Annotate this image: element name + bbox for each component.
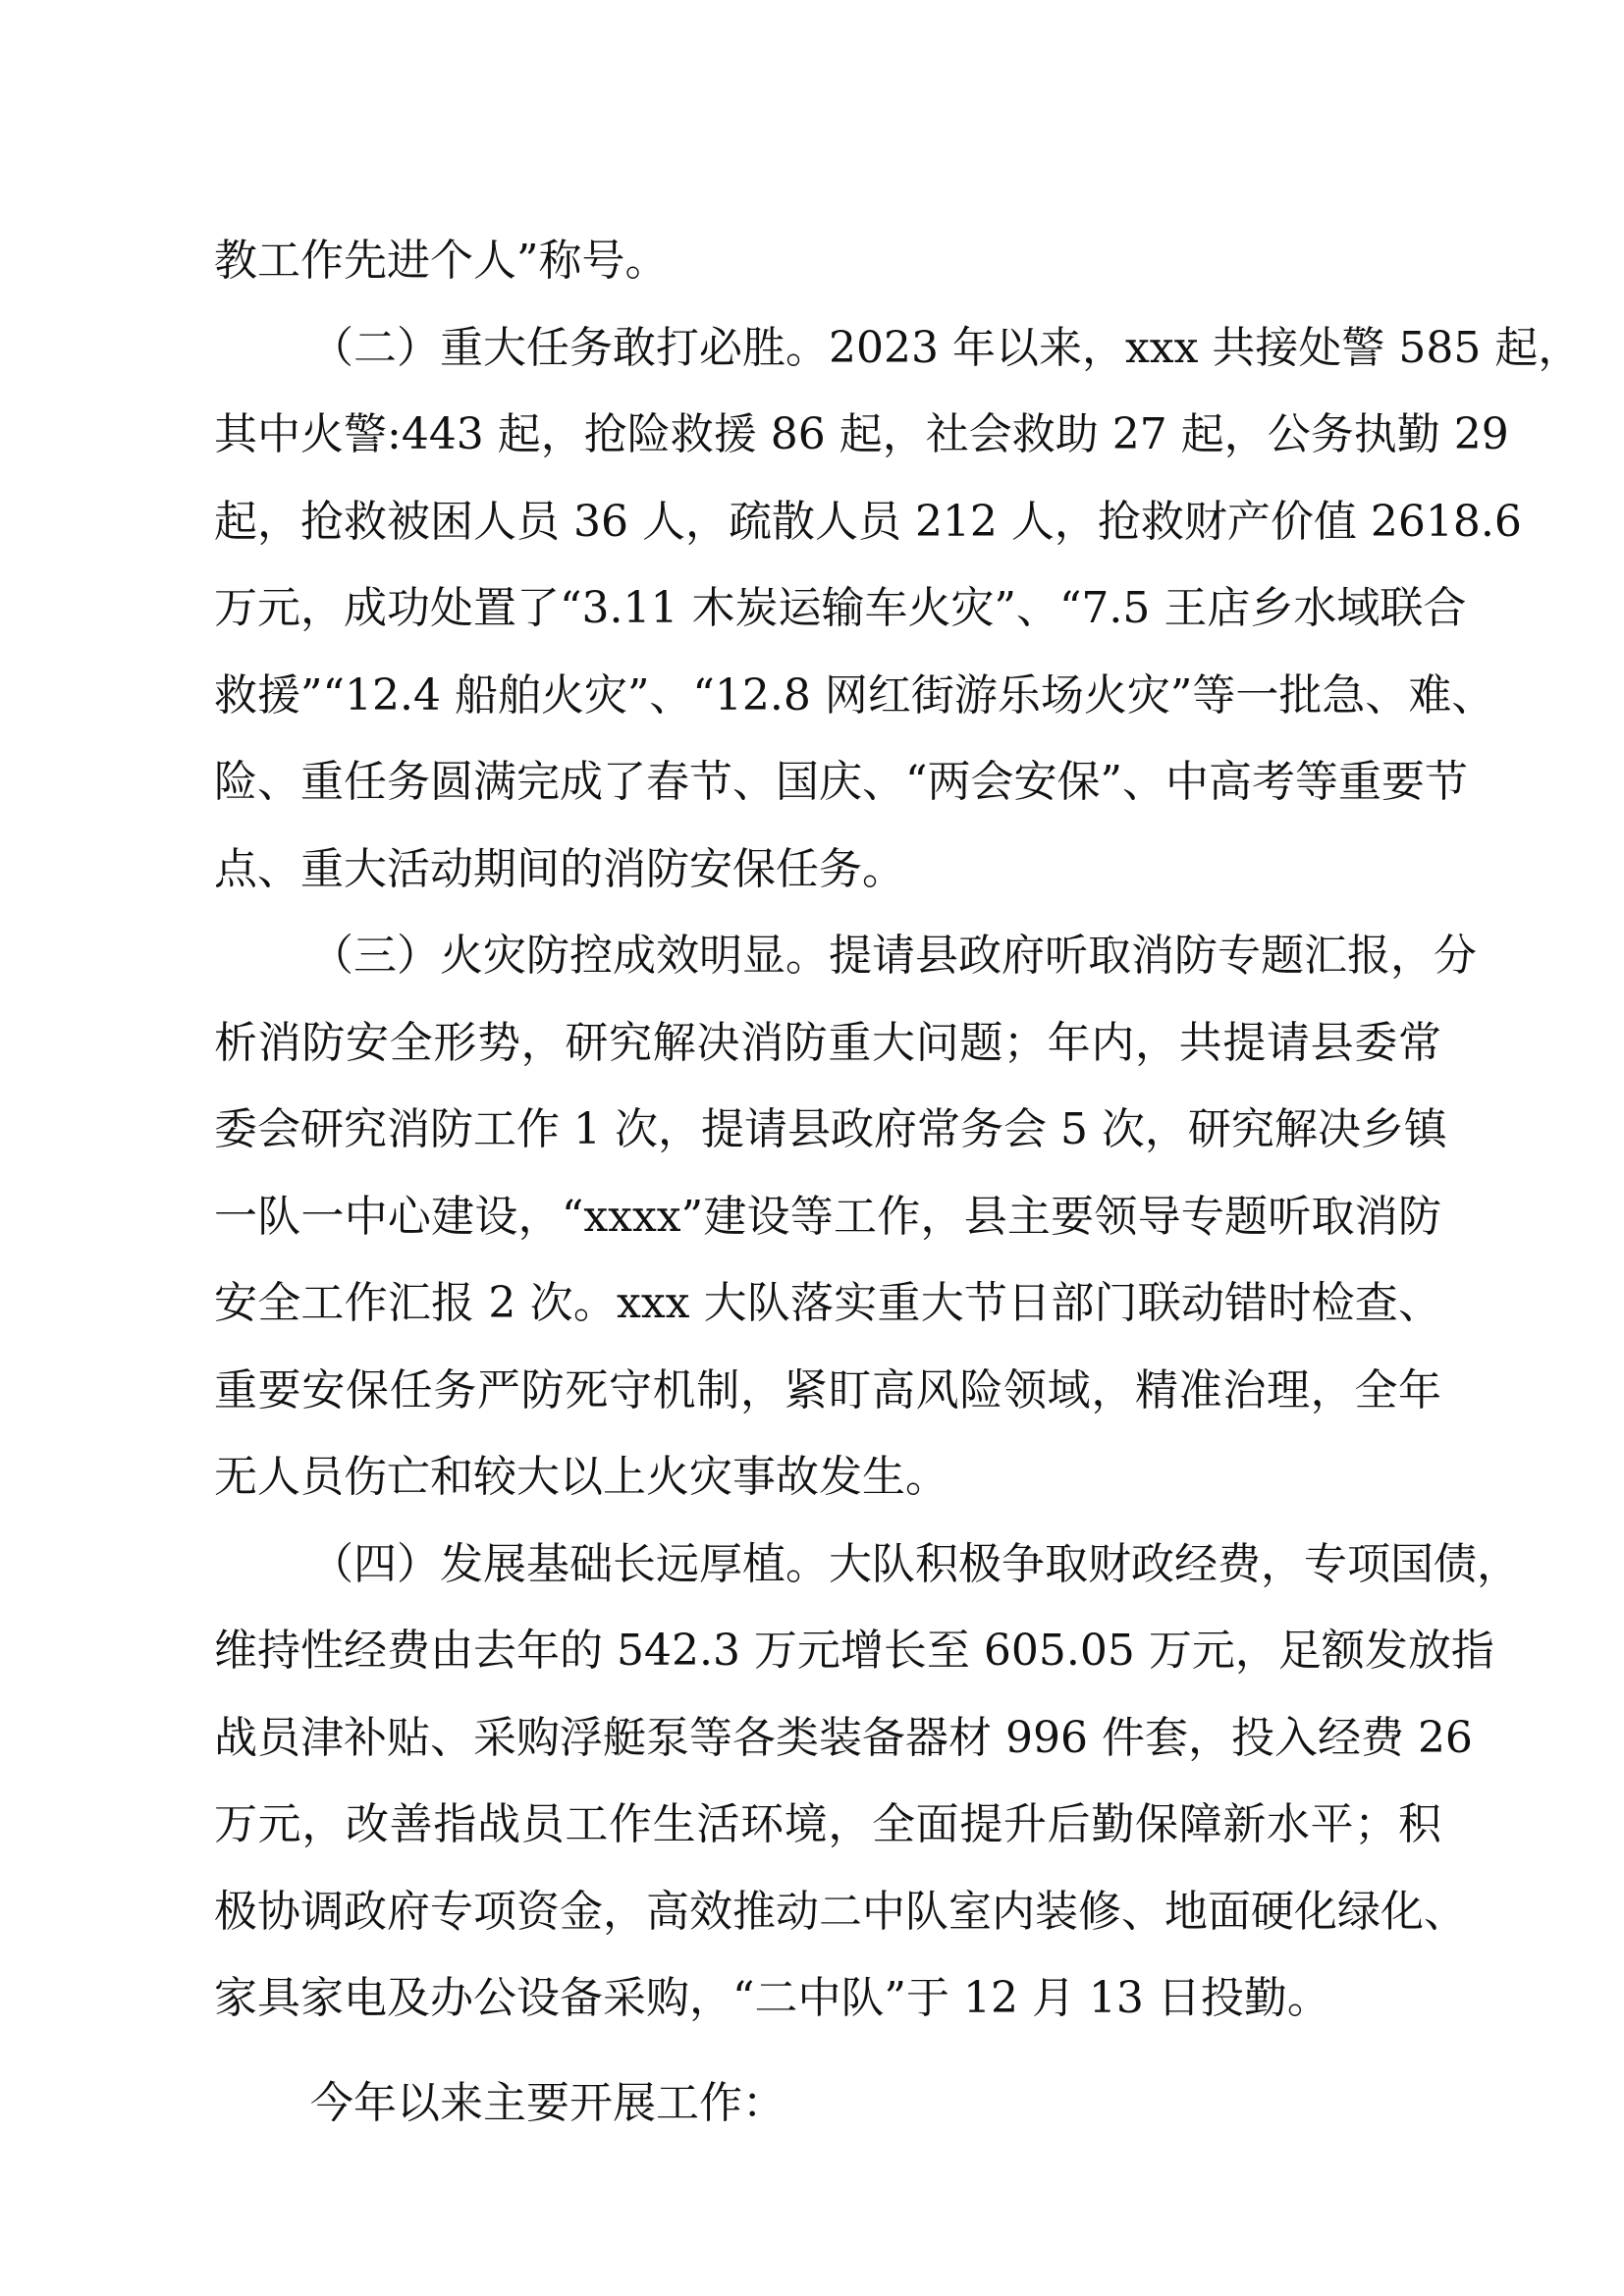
paragraph-line: （四）发展基础长远厚植。大队积极争取财政经费，专项国债， xyxy=(310,1538,1520,1589)
paragraph-line: 极协调政府专项资金，高效推动二中队室内装修、地面硬化绿化、 xyxy=(214,1886,1467,1937)
section-lead-line: 今年以来主要开展工作： xyxy=(310,2077,785,2128)
paragraph-line: 战员津补贴、采购浮艇泵等各类装备器材 996 件套，投入经费 26 xyxy=(214,1712,1473,1763)
paragraph-line: （三）火灾防控成效明显。提请县政府听取消防专题汇报，分 xyxy=(310,931,1477,981)
paragraph-line: 委会研究消防工作 1 次，提请县政府常务会 5 次，研究解决乡镇 xyxy=(214,1104,1447,1154)
paragraph-line: 万元，成功处置了“3.11 木炭运输车火灾”、“7.5 王店乡水域联合 xyxy=(214,583,1467,633)
paragraph-line: 一队一中心建设，“xxxx”建设等工作，县主要领导专题听取消防 xyxy=(214,1191,1441,1242)
paragraph-line: 万元，改善指战员工作生活环境，全面提升后勤保障新水平；积 xyxy=(214,1799,1441,1849)
paragraph-line: 维持性经费由去年的 542.3 万元增长至 605.05 万元，足额发放指 xyxy=(214,1626,1494,1676)
paragraph-line: 险、重任务圆满完成了春节、国庆、“两会安保”、中高考等重要节 xyxy=(214,757,1468,807)
paragraph-line: 重要安保任务严防死守机制，紧盯高风险领域，精准治理，全年 xyxy=(214,1364,1441,1415)
paragraph-line: 无人员伤亡和较大以上火灾事故发生。 xyxy=(214,1452,948,1502)
paragraph-line: 安全工作汇报 2 次。xxx 大队落实重大节日部门联动错时检查、 xyxy=(214,1278,1441,1328)
paragraph-line: 析消防安全形势，研究解决消防重大问题；年内，共提请县委常 xyxy=(214,1017,1441,1068)
paragraph-line: 起，抢救被困人员 36 人，疏散人员 212 人，抢救财产价值 2618.6 xyxy=(214,496,1522,547)
document-body xyxy=(214,218,1582,2147)
paragraph-line: 家具家电及办公设备采购，“二中队”于 12 月 13 日投勤。 xyxy=(214,1973,1330,2023)
paragraph-line: 点、重大活动期间的消防安保任务。 xyxy=(214,843,905,894)
paragraph-line: 救援”“12.4 船舶火灾”、“12.8 网红街游乐场火灾”等一批急、难、 xyxy=(214,669,1495,721)
paragraph-line: 教工作先进个人”称号。 xyxy=(214,236,669,286)
paragraph-line: 其中火警:443 起，抢险救援 86 起，社会救助 27 起，公务执勤 29 xyxy=(214,409,1509,459)
paragraph-line: （二）重大任务敢打必胜。2023 年以来，xxx 共接处警 585 起， xyxy=(310,322,1582,373)
